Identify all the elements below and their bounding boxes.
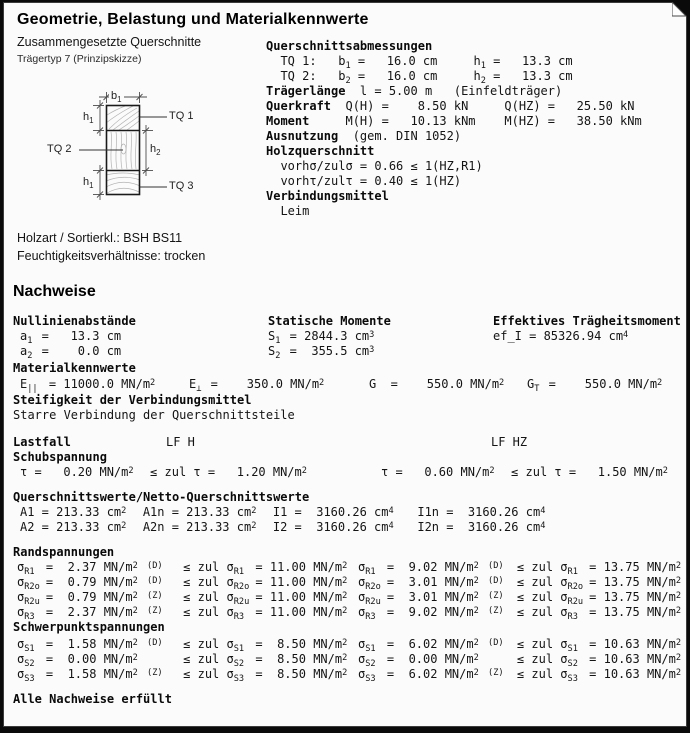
report-line: TQ 2: b2 = 16.0 cm h2 = 13.3 cm (266, 69, 573, 86)
wood-grain-middle (111, 132, 136, 169)
report-line: Leim (266, 204, 310, 218)
report-text: a1 = 13.3 cm (20, 329, 122, 346)
report-line: vorhσ/zulσ = 0.66 ≤ 1(HZ,R1) (266, 159, 483, 173)
report-text: Alle Nachweise erfüllt (13, 692, 172, 706)
report-text: E|| = 11000.0 MN/m2 (20, 377, 156, 394)
page-border-top (3, 2, 673, 3)
page-border-right (686, 16, 687, 727)
dimension-label-h1-bottom: h1 (83, 176, 94, 190)
dimension-label-h1-top: h1 (83, 111, 94, 125)
report-line: TQ 1: b1 = 16.0 cm h1 = 13.3 cm (266, 54, 573, 71)
report-text: S1 = 2844.3 cm3 (268, 329, 375, 346)
section-heading-nachweise: Nachweise (13, 283, 96, 300)
report-text: σR1 = 2.37 MN/m2 (D) ≤ zul σR1 = 11.00 MN/m2 (17, 560, 348, 577)
cross-section-values-block (266, 39, 642, 219)
report-text: Steifigkeit der Verbindungsmittel (13, 393, 252, 407)
report-text: σR2u = 0.79 MN/m2 (Z) ≤ zul σR2u = 11.00 MN/m2 (17, 590, 348, 607)
report-text: Statische Momente (268, 314, 391, 328)
report-text: Lastfall (13, 435, 71, 449)
report-text: GT = 550.0 MN/m2 (527, 377, 663, 394)
report-text: Effektives Trägheitsmoment (493, 314, 681, 328)
report-text: E⊥ = 350.0 MN/m2 (189, 377, 325, 394)
report-text: σS3 = 6.02 MN/m2 (Z) ≤ zul σS3 = 10.63 MN/m2 (358, 667, 682, 684)
report-line: Querkraft Q(H) = 8.50 kN Q(HZ) = 25.50 kN (266, 99, 635, 113)
report-line: vorhτ/zulτ = 0.40 ≤ 1(HZ) (266, 174, 462, 188)
sketch-note: Trägertyp 7 (Prinzipskizze) (17, 53, 142, 65)
dimension-label-b1: b1 (111, 90, 122, 104)
report-text: Schubspannung (13, 450, 107, 464)
report-text: S2 = 355.5 cm3 (268, 344, 375, 361)
report-text: LF HZ (491, 435, 528, 449)
dimension-lines (93, 92, 153, 200)
report-text: σR3 = 9.02 MN/m2 (Z) ≤ zul σR3 = 13.75 MN/m2 (358, 605, 682, 622)
report-text: Schwerpunktspannungen (13, 620, 165, 634)
report-text: LF H (166, 435, 195, 449)
report-line: Moment M(H) = 10.13 kNm M(HZ) = 38.50 kNm (266, 114, 642, 128)
moisture-line: Feuchtigkeitsverhältnisse: trocken (17, 249, 206, 263)
report-text: a2 = 0.0 cm (20, 344, 122, 361)
wood-type-line: Holzart / Sortierkl.: BSH BS11 (17, 231, 183, 245)
report-line: Trägerlänge l = 5.00 m (Einfeldträger) (266, 84, 563, 98)
report-text: σS1 = 1.58 MN/m2 (D) ≤ zul σS1 = 8.50 MN/m2 (17, 637, 348, 654)
report-text: Nullinienabstände (13, 314, 136, 328)
report-text: σS3 = 1.58 MN/m2 (Z) ≤ zul σS3 = 8.50 MN/m2 (17, 667, 348, 684)
wood-grain-bottom (106, 173, 140, 193)
report-text: σS1 = 6.02 MN/m2 (D) ≤ zul σS1 = 10.63 MN/m2 (358, 637, 682, 654)
report-text: σR3 = 2.37 MN/m2 (Z) ≤ zul σR3 = 11.00 MN/m2 (17, 605, 348, 622)
report-text: Materialkennwerte (13, 361, 136, 375)
page-border-left (3, 2, 4, 727)
report-text: σR2o = 3.01 MN/m2 (D) ≤ zul σR2o = 13.75 MN/m2 (358, 575, 682, 592)
report-text: Querschnittswerte/Netto-Querschnittswerte (13, 490, 310, 504)
report-line: Verbindungsmittel (266, 189, 389, 203)
part-label-tq3: TQ 3 (169, 180, 194, 192)
report-text: Randspannungen (13, 545, 115, 559)
report-text: A1 = 213.33 cm2 A1n = 213.33 cm2 I1 = 3160.26 cm4 I1n = 3160.26 cm4 (20, 505, 546, 519)
page-title: Geometrie, Belastung und Materialkennwerte (17, 11, 369, 28)
part-label-tq1: TQ 1 (169, 110, 194, 122)
page-corner-fold-icon (672, 2, 687, 17)
report-text: G = 550.0 MN/m2 (369, 377, 505, 391)
report-text: A2 = 213.33 cm2 A2n = 213.33 cm2 I2 = 3160.26 cm4 I2n = 3160.26 cm4 (20, 520, 546, 534)
report-line: Holzquerschnitt (266, 144, 375, 158)
report-text: τ = 0.20 MN/m2 ≤ zul τ = 1.20 MN/m2 (20, 465, 307, 479)
report-text: τ = 0.60 MN/m2 ≤ zul τ = 1.50 MN/m2 (381, 465, 668, 479)
report-text: Starre Verbindung der Querschnittsteile (13, 408, 295, 422)
report-text: σR2u = 3.01 MN/m2 (Z) ≤ zul σR2u = 13.75 MN/m2 (358, 590, 682, 607)
dimension-label-h2: h2 (150, 143, 161, 157)
page-subtitle: Zusammengesetzte Querschnitte (17, 35, 202, 49)
report-text: σS2 = 0.00 MN/m2 ≤ zul σS2 = 10.63 MN/m2 (358, 652, 682, 669)
report-line: Querschnittsabmessungen (266, 39, 433, 53)
wood-grain-top (106, 106, 139, 130)
report-text: ef_I = 85326.94 cm4 (493, 329, 629, 343)
report-page (3, 2, 687, 727)
part-label-tq2: TQ 2 (47, 143, 72, 155)
report-text: σR1 = 9.02 MN/m2 (D) ≤ zul σR1 = 13.75 MN/m2 (358, 560, 682, 577)
page-border-bottom (3, 726, 687, 727)
report-text: σR2o = 0.79 MN/m2 (D) ≤ zul σR2o = 11.00 MN/m2 (17, 575, 348, 592)
report-text: σS2 = 0.00 MN/m2 ≤ zul σS2 = 8.50 MN/m2 (17, 652, 348, 669)
report-line: Ausnutzung (gem. DIN 1052) (266, 129, 462, 143)
